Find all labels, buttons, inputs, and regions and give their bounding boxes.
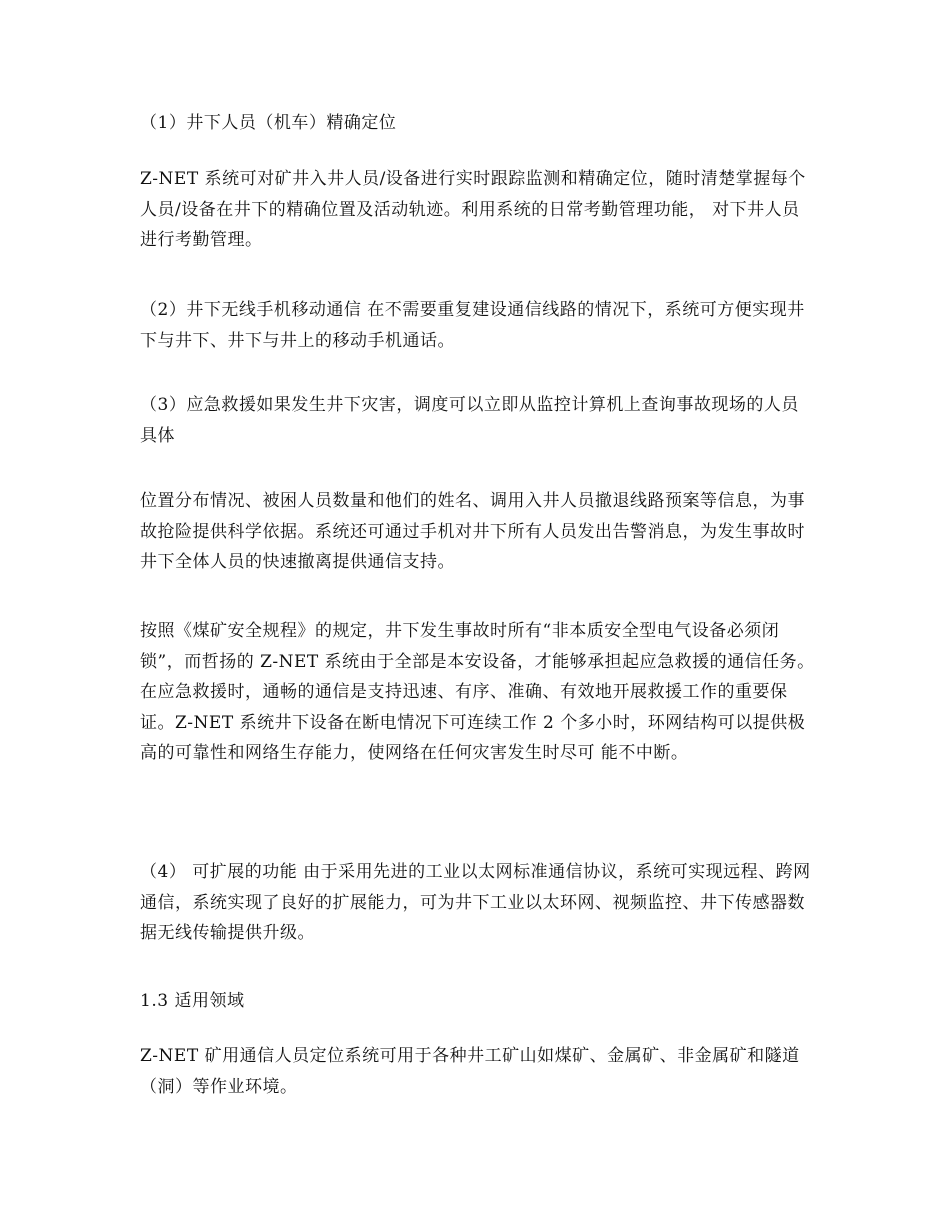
- section-heading-personnel-positioning: （1）井下人员（机车）精确定位: [140, 113, 397, 133]
- paragraph-application-fields: Z-NET 矿用通信人员定位系统可用于各种井工矿山如煤矿、金属矿、非金属矿和隧道（洞）等作业环境。: [140, 1046, 800, 1097]
- section-heading-application-fields: 1.3 适用领域: [140, 991, 245, 1011]
- paragraph-mobile-communication: （2）井下无线手机移动通信 在不需要重复建设通信线路的情况下，系统可方便实现井下与井下、井下与井上的移动手机通话。: [140, 300, 805, 351]
- paragraph-emergency-rescue: （3）应急救援如果发生井下灾害，调度可以立即从监控计算机上查询事故现场的人员具体: [140, 395, 799, 446]
- paragraph-positioning-description: Z-NET 系统可对矿井入井人员/设备进行实时跟踪监测和精确定位，随时清楚掌握每个人员/设备在井下的精确位置及活动轨迹。利用系统的日常考勤管理功能， 对下井人员进行考勤管理。: [140, 169, 806, 250]
- paragraph-safety-regulations: 按照《煤矿安全规程》的规定，井下发生事故时所有“非本质安全型电气设备必须闭锁”，而哲扬的 Z-NET 系统由于全部是本安设备，才能够承担起应急救援的通信任务。在应急救援时，通畅的通信是支持迅速、有序、准确、有效地开展救援工作的重要保证。Z-NET 系统井下设备在断电情况下可连续工作 2 个多小时，环网结构可以提供极高的可靠性和网络生存能力，使网络在任何灾害发生时尽可 能不中断。: [140, 621, 815, 763]
- paragraph-position-distribution: 位置分布情况、被困人员数量和他们的姓名、调用入井人员撤退线路预案等信息，为事故抢险提供科学依据。系统还可通过手机对井下所有人员发出告警消息，为发生事故时井下全体人员的快速撤离提供通信支持。: [140, 491, 805, 572]
- paragraph-extensible-functions: （4） 可扩展的功能 由于采用先进的工业以太网标准通信协议，系统可实现远程、跨网通信，系统实现了良好的扩展能力，可为井下工业以太环网、视频监控、井下传感器数据无线传输提供升级。: [140, 862, 811, 943]
